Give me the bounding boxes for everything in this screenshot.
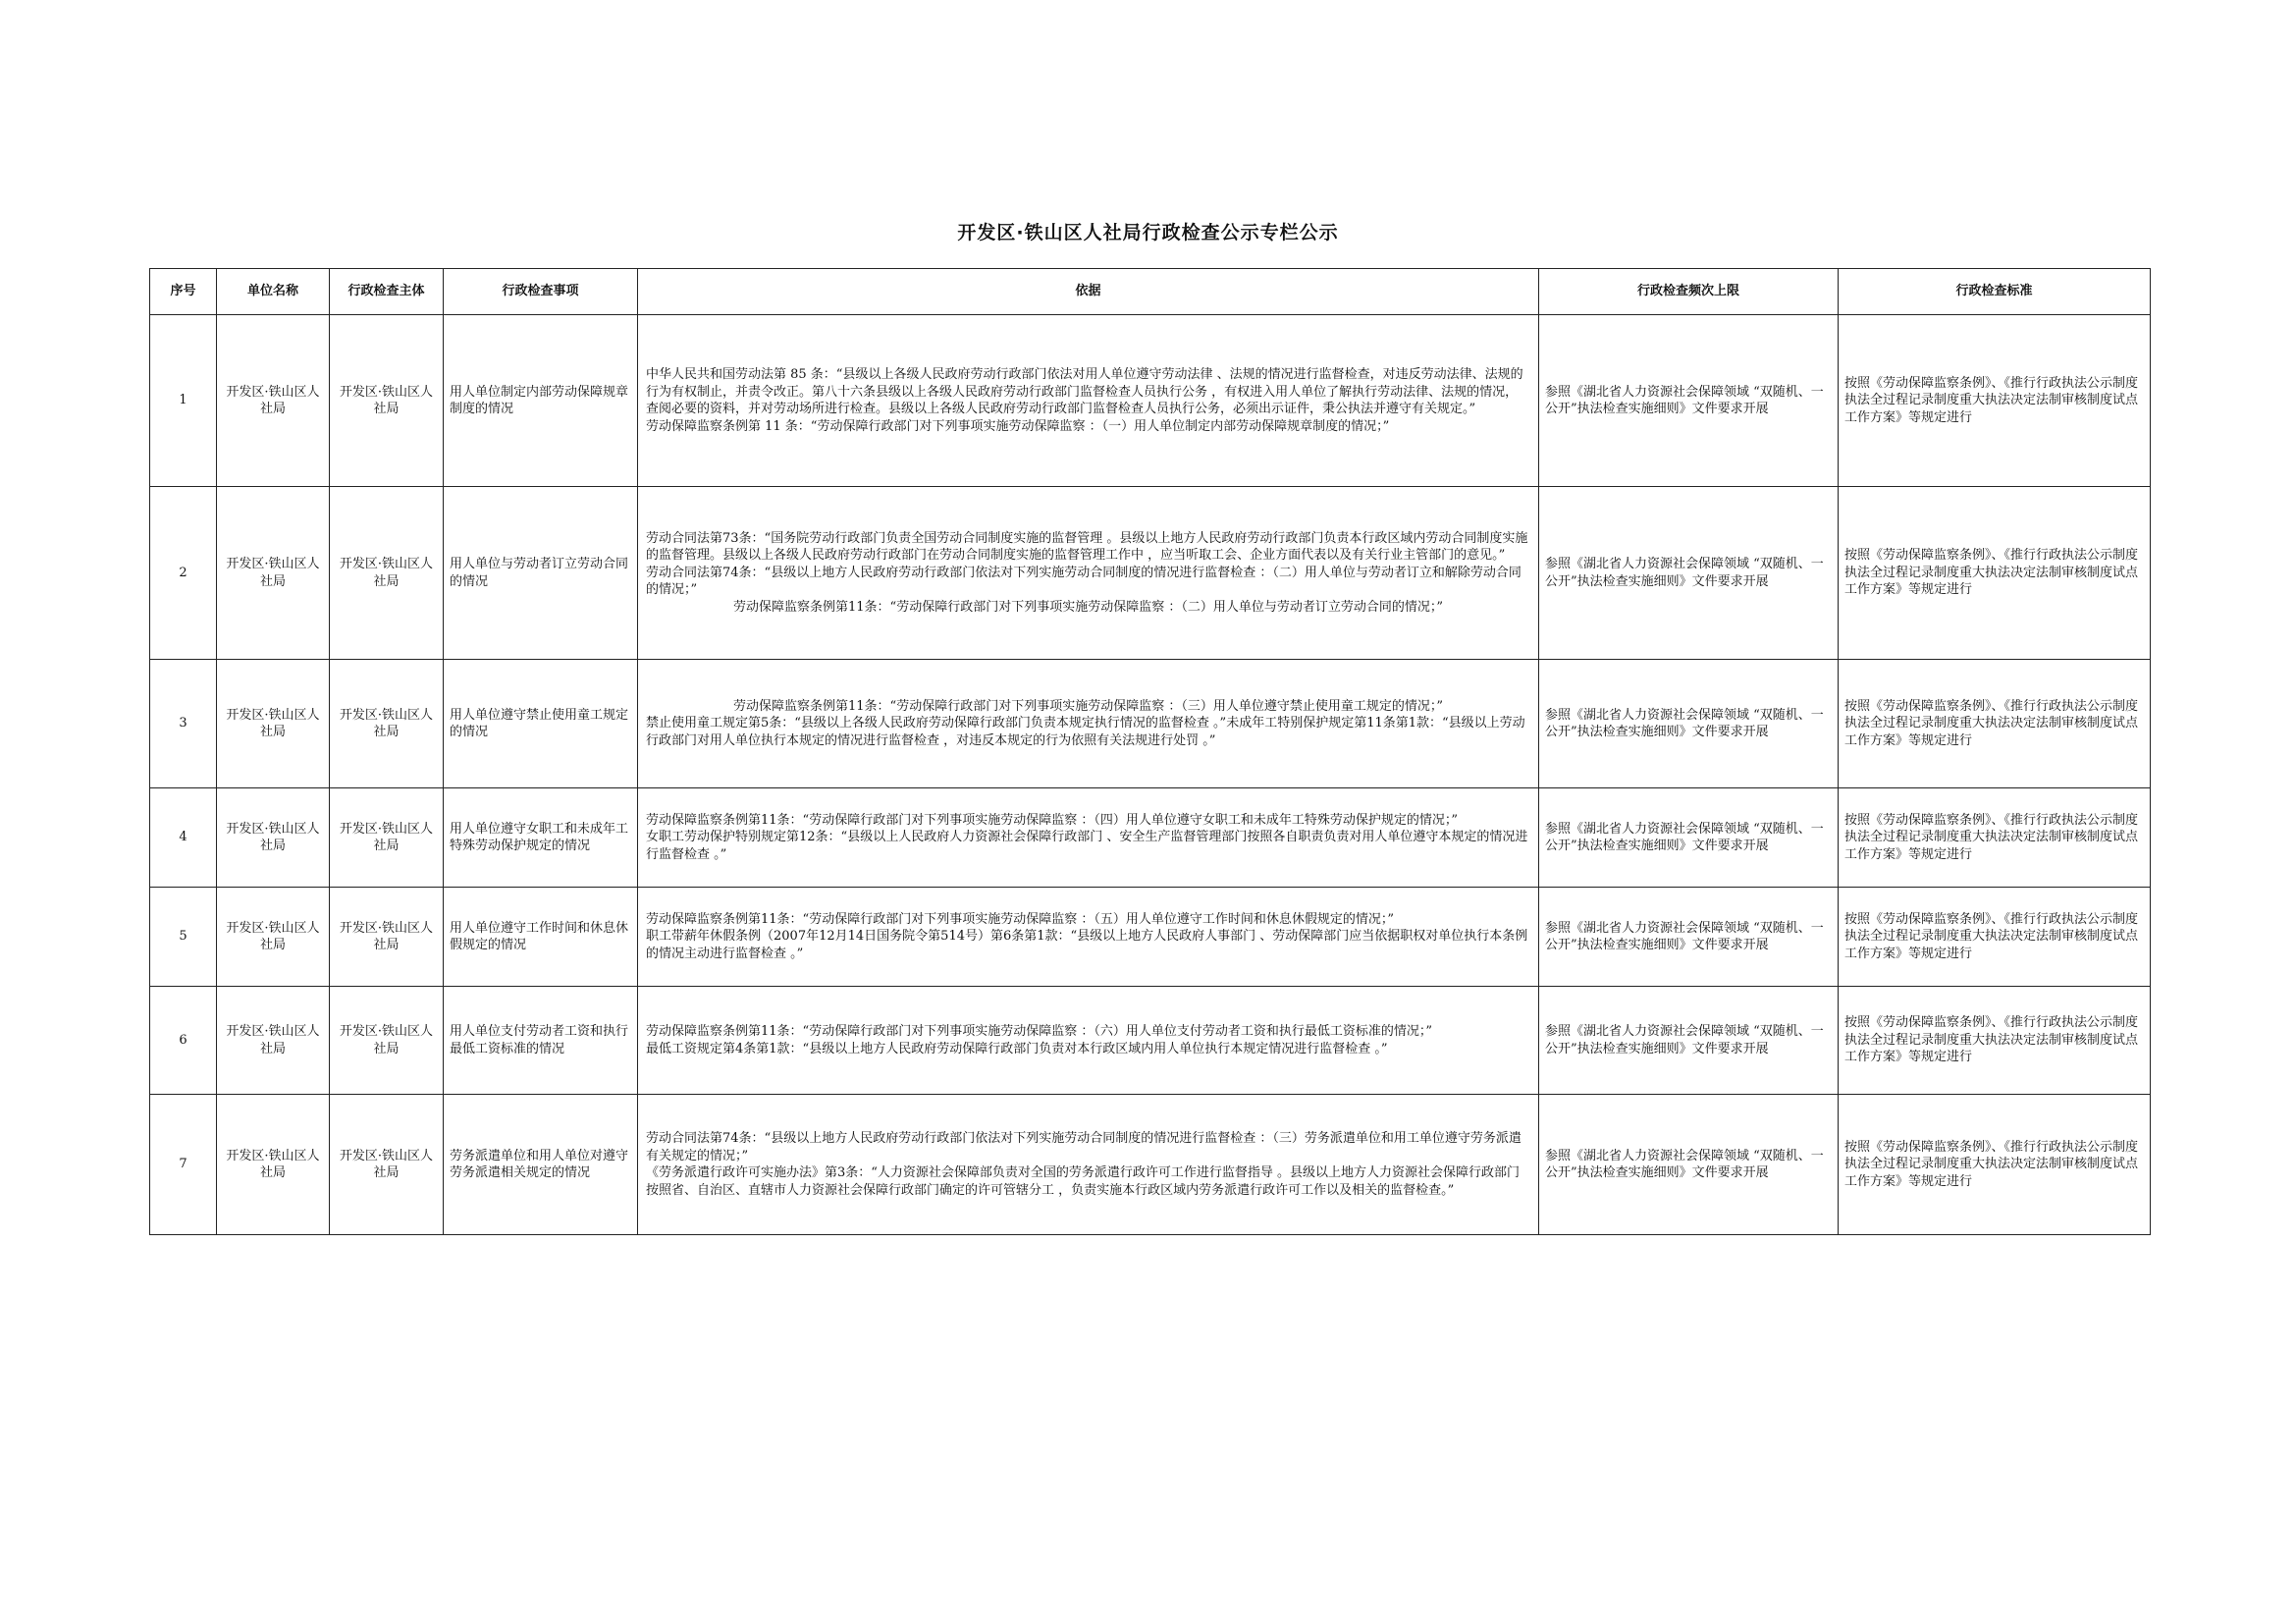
inspection-frequency: 参照《湖北省人力资源社会保障领域 “双随机、一公开”执法检查实施细则》文件要求开展 — [1539, 487, 1839, 660]
inspection-frequency: 参照《湖北省人力资源社会保障领域 “双随机、一公开”执法检查实施细则》文件要求开展 — [1539, 888, 1839, 987]
inspection-standard: 按照《劳动保障监察条例》、《推行行政执法公示制度执法全过程记录制度重大执法决定法制审核制度试点工作方案》等规定进行 — [1839, 987, 2151, 1095]
inspection-standard: 按照《劳动保障监察条例》、《推行行政执法公示制度执法全过程记录制度重大执法决定法制审核制度试点工作方案》等规定进行 — [1839, 888, 2151, 987]
basis-paragraph: 劳动合同法第74条：“县级以上地方人民政府劳动行政部门依法对下列实施劳动合同制度的情况进行监督检查 ：（三）劳务派遣单位和用工单位遵守劳务派遣有关规定的情况；” — [646, 1131, 1522, 1163]
inspection-item: 用人单位遵守工作时间和休息休假规定的情况 — [444, 888, 638, 987]
basis-paragraph: 劳动保障监察条例第 11 条：“劳动保障行政部门对下列事项实施劳动保障监察 ：（一）用人单位制定内部劳动保障规章制度的情况；” — [646, 418, 1390, 434]
basis-paragraph: 禁止使用童工规定第5条：“县级以上各级人民政府劳动保障行政部门负责本规定执行情况的监督检查 。”未成年工特别保护规定第11条第1款：“县级以上劳动行政部门对用人单位执行本规定的情况进行监督检查 ，对违反本规定的行为依照有关法规进行处罚 。” — [646, 716, 1525, 748]
row-number: 4 — [150, 788, 217, 888]
inspection-item: 用人单位支付劳动者工资和执行最低工资标准的情况 — [444, 987, 638, 1095]
inspection-item: 用人单位与劳动者订立劳动合同的情况 — [444, 487, 638, 660]
row-number: 3 — [150, 660, 217, 788]
unit-name: 开发区·铁山区人社局 — [217, 315, 330, 487]
header-unit: 单位名称 — [217, 269, 330, 315]
legal-basis — [638, 987, 1539, 1095]
inspection-frequency: 参照《湖北省人力资源社会保障领域 “双随机、一公开”执法检查实施细则》文件要求开展 — [1539, 987, 1839, 1095]
inspection-frequency: 参照《湖北省人力资源社会保障领域 “双随机、一公开”执法检查实施细则》文件要求开展 — [1539, 788, 1839, 888]
header-basis: 依据 — [638, 269, 1539, 315]
row-number: 2 — [150, 487, 217, 660]
header-standard: 行政检查标准 — [1839, 269, 2151, 315]
table-row — [150, 315, 2151, 487]
legal-basis — [638, 788, 1539, 888]
inspection-standard: 按照《劳动保障监察条例》、《推行行政执法公示制度执法全过程记录制度重大执法决定法制审核制度试点工作方案》等规定进行 — [1839, 1095, 2151, 1235]
basis-paragraph: 劳动保障监察条例第11条：“劳动保障行政部门对下列事项实施劳动保障监察 ：（四）用人单位遵守女职工和未成年工特殊劳动保护规定的情况；” — [646, 812, 1458, 828]
basis-paragraph: 劳动合同法第74条：“县级以上地方人民政府劳动行政部门依法对下列实施劳动合同制度的情况进行监督检查 ：（二）用人单位与劳动者订立和解除劳动合同的情况；” — [646, 565, 1522, 598]
table-header-row — [150, 269, 2151, 315]
legal-basis — [638, 888, 1539, 987]
basis-paragraph: 女职工劳动保护特别规定第12条：“县级以上人民政府人力资源社会保障行政部门 、安全生产监督管理部门按照各自职责负责对用人单位遵守本规定的情况进行监督检查 。” — [646, 830, 1528, 862]
inspection-standard: 按照《劳动保障监察条例》、《推行行政执法公示制度执法全过程记录制度重大执法决定法制审核制度试点工作方案》等规定进行 — [1839, 660, 2151, 788]
inspection-subject: 开发区·铁山区人社局 — [330, 487, 444, 660]
header-subject: 行政检查主体 — [330, 269, 444, 315]
inspection-standard: 按照《劳动保障监察条例》、《推行行政执法公示制度执法全过程记录制度重大执法决定法制审核制度试点工作方案》等规定进行 — [1839, 788, 2151, 888]
basis-paragraph: 劳动保障监察条例第11条：“劳动保障行政部门对下列事项实施劳动保障监察 ：（二）用人单位与劳动者订立劳动合同的情况；” — [733, 599, 1443, 615]
legal-basis — [638, 315, 1539, 487]
inspection-standard: 按照《劳动保障监察条例》、《推行行政执法公示制度执法全过程记录制度重大执法决定法制审核制度试点工作方案》等规定进行 — [1839, 487, 2151, 660]
inspection-table — [149, 268, 2151, 1235]
basis-paragraph: 劳动合同法第73条：“国务院劳动行政部门负责全国劳动合同制度实施的监督管理 。县级以上地方人民政府劳动行政部门负责本行政区域内劳动合同制度实施的监督管理。县级以上各级人民政府劳动行政部门在劳动合同制度实施的监督管理工作中 ，应当听取工会、企业方面代表以及有关行业主管部门的意见。” — [646, 530, 1528, 564]
table-row — [150, 660, 2151, 788]
legal-basis — [638, 487, 1539, 660]
inspection-subject: 开发区·铁山区人社局 — [330, 788, 444, 888]
inspection-item: 用人单位制定内部劳动保障规章制度的情况 — [444, 315, 638, 487]
legal-basis — [638, 1095, 1539, 1235]
header-frequency: 行政检查频次上限 — [1539, 269, 1839, 315]
inspection-item: 用人单位遵守禁止使用童工规定的情况 — [444, 660, 638, 788]
table-row — [150, 1095, 2151, 1235]
basis-paragraph: 中华人民共和国劳动法第 85 条：“县级以上各级人民政府劳动行政部门依法对用人单位遵守劳动法律 、法规的情况进行监督检查，对违反劳动法律、法规的行为有权制止，并责令改正。第八十六条县级以上各级人民政府劳动行政部门监督检查人员执行公务 ，有权进入用人单位了解执行劳动法律、法规的情况，查阅必要的资料，并对劳动场所进行检查。县级以上各级人民政府劳动行政部门监督检查人员执行公务，必须出示证件，秉公执法并遵守有关规定。” — [646, 367, 1523, 416]
inspection-frequency: 参照《湖北省人力资源社会保障领域 “双随机、一公开”执法检查实施细则》文件要求开展 — [1539, 315, 1839, 487]
basis-paragraph: 职工带薪年休假条例（2007年12月14日国务院令第514号）第6条第1款：“县级以上地方人民政府人事部门 、劳动保障部门应当依据职权对单位执行本条例的情况主动进行监督检查 。” — [646, 929, 1528, 961]
unit-name: 开发区·铁山区人社局 — [217, 660, 330, 788]
unit-name: 开发区·铁山区人社局 — [217, 788, 330, 888]
table-row — [150, 788, 2151, 888]
unit-name: 开发区·铁山区人社局 — [217, 1095, 330, 1235]
header-item: 行政检查事项 — [444, 269, 638, 315]
unit-name: 开发区·铁山区人社局 — [217, 888, 330, 987]
unit-name: 开发区·铁山区人社局 — [217, 487, 330, 660]
inspection-frequency: 参照《湖北省人力资源社会保障领域 “双随机、一公开”执法检查实施细则》文件要求开展 — [1539, 1095, 1839, 1235]
header-no: 序号 — [150, 269, 217, 315]
page-title: 开发区·铁山区人社局行政检查公示专栏公示 — [957, 222, 1339, 243]
row-number: 7 — [150, 1095, 217, 1235]
table-row — [150, 487, 2151, 660]
basis-paragraph: 最低工资规定第4条第1款：“县级以上地方人民政府劳动保障行政部门负责对本行政区域内用人单位执行本规定情况进行监督检查 。” — [646, 1041, 1388, 1056]
inspection-subject: 开发区·铁山区人社局 — [330, 1095, 444, 1235]
inspection-subject: 开发区·铁山区人社局 — [330, 888, 444, 987]
row-number: 5 — [150, 888, 217, 987]
basis-paragraph: 劳动保障监察条例第11条：“劳动保障行政部门对下列事项实施劳动保障监察 ：（五）用人单位遵守工作时间和休息休假规定的情况；” — [646, 911, 1394, 927]
basis-paragraph: 《劳务派遣行政许可实施办法》第3条：“人力资源社会保障部负责对全国的劳务派遣行政许可工作进行监督指导 。县级以上地方人力资源社会保障行政部门按照省、自治区、直辖市人力资源社会保障行政部门确定的许可管辖分工 ，负责实施本行政区域内劳务派遣行政许可工作以及相关的监督检查。” — [646, 1165, 1521, 1198]
inspection-subject: 开发区·铁山区人社局 — [330, 315, 444, 487]
basis-paragraph: 劳动保障监察条例第11条：“劳动保障行政部门对下列事项实施劳动保障监察 ：（六）用人单位支付劳动者工资和执行最低工资标准的情况；” — [646, 1024, 1432, 1039]
unit-name: 开发区·铁山区人社局 — [217, 987, 330, 1095]
basis-paragraph: 劳动保障监察条例第11条：“劳动保障行政部门对下列事项实施劳动保障监察 ：（三）用人单位遵守禁止使用童工规定的情况；” — [733, 698, 1443, 714]
table-row — [150, 987, 2151, 1095]
row-number: 6 — [150, 987, 217, 1095]
row-number: 1 — [150, 315, 217, 487]
legal-basis — [638, 660, 1539, 788]
inspection-item: 用人单位遵守女职工和未成年工特殊劳动保护规定的情况 — [444, 788, 638, 888]
inspection-standard: 按照《劳动保障监察条例》、《推行行政执法公示制度执法全过程记录制度重大执法决定法制审核制度试点工作方案》等规定进行 — [1839, 315, 2151, 487]
inspection-item: 劳务派遣单位和用人单位对遵守劳务派遣相关规定的情况 — [444, 1095, 638, 1235]
inspection-subject: 开发区·铁山区人社局 — [330, 660, 444, 788]
table-row — [150, 888, 2151, 987]
inspection-frequency: 参照《湖北省人力资源社会保障领域 “双随机、一公开”执法检查实施细则》文件要求开展 — [1539, 660, 1839, 788]
inspection-subject: 开发区·铁山区人社局 — [330, 987, 444, 1095]
